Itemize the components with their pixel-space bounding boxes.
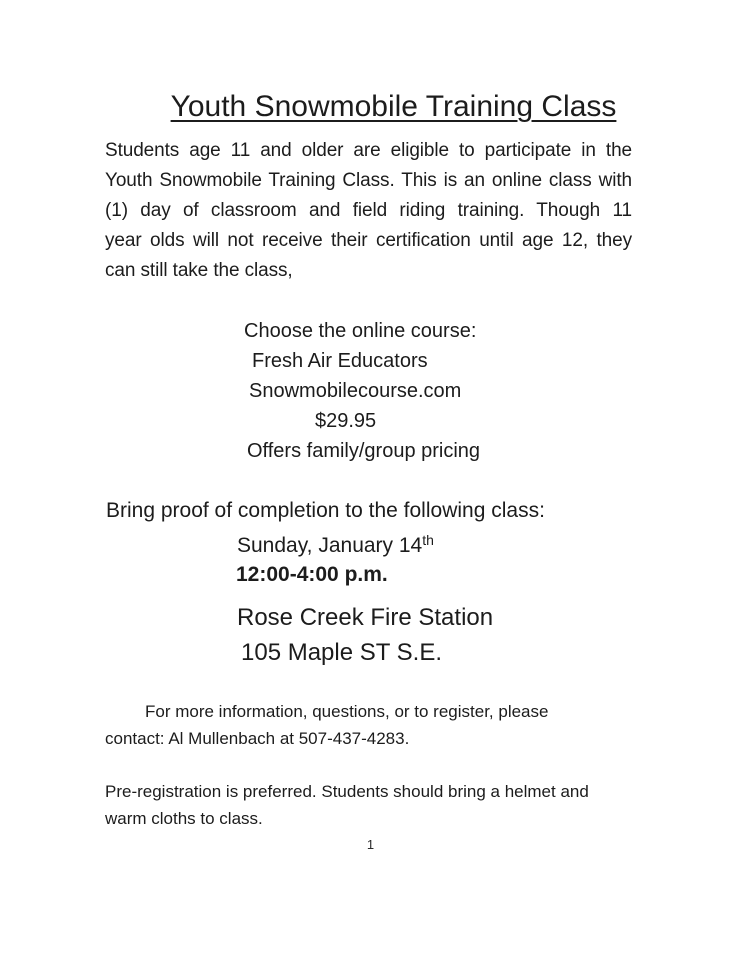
document-title	[130, 88, 657, 126]
document-title-text: Youth Snowmobile Training Class	[170, 90, 617, 123]
note-line-2: warm cloths to class.	[105, 809, 263, 828]
class-date	[237, 531, 741, 560]
contact-line-2: contact: Al Mullenbach at 507-437-4283.	[105, 729, 410, 748]
course-pricing-note: Offers family/group pricing	[247, 440, 481, 462]
location-name: Rose Creek Fire Station	[237, 604, 494, 631]
contact-paragraph	[105, 698, 645, 752]
class-time: 12:00-4:00 p.m.	[236, 563, 388, 586]
class-date-ordinal-suffix: th	[422, 532, 434, 548]
note-line-1: Pre-registration is preferred. Students should bring a helmet and	[105, 782, 589, 801]
intro-line-1: Students age 11 and older are eligible to participate in the	[105, 140, 632, 161]
intro-line-2: Youth Snowmobile Training Class. This is an online class with	[105, 170, 632, 191]
page-number: 1	[366, 837, 375, 852]
bring-proof-heading: Bring proof of completion to the following class:	[106, 499, 545, 522]
course-price: $29.95	[315, 410, 377, 432]
course-section	[0, 316, 741, 466]
course-heading: Choose the online course:	[244, 320, 477, 342]
intro-line-4: year olds will not receive their certification until age 12, they	[105, 230, 632, 251]
location-address: 105 Maple ST S.E.	[241, 639, 442, 666]
course-provider: Fresh Air Educators	[252, 350, 428, 372]
course-website: Snowmobilecourse.com	[249, 380, 462, 402]
intro-line-3: (1) day of classroom and field riding training. Though 11	[105, 200, 632, 221]
contact-line-1: For more information, questions, or to register, please	[145, 702, 549, 721]
class-date-text: Sunday, January 14	[237, 534, 423, 557]
notes-paragraph	[105, 778, 645, 832]
intro-paragraph	[105, 136, 632, 286]
intro-line-5: can still take the class,	[105, 260, 293, 281]
